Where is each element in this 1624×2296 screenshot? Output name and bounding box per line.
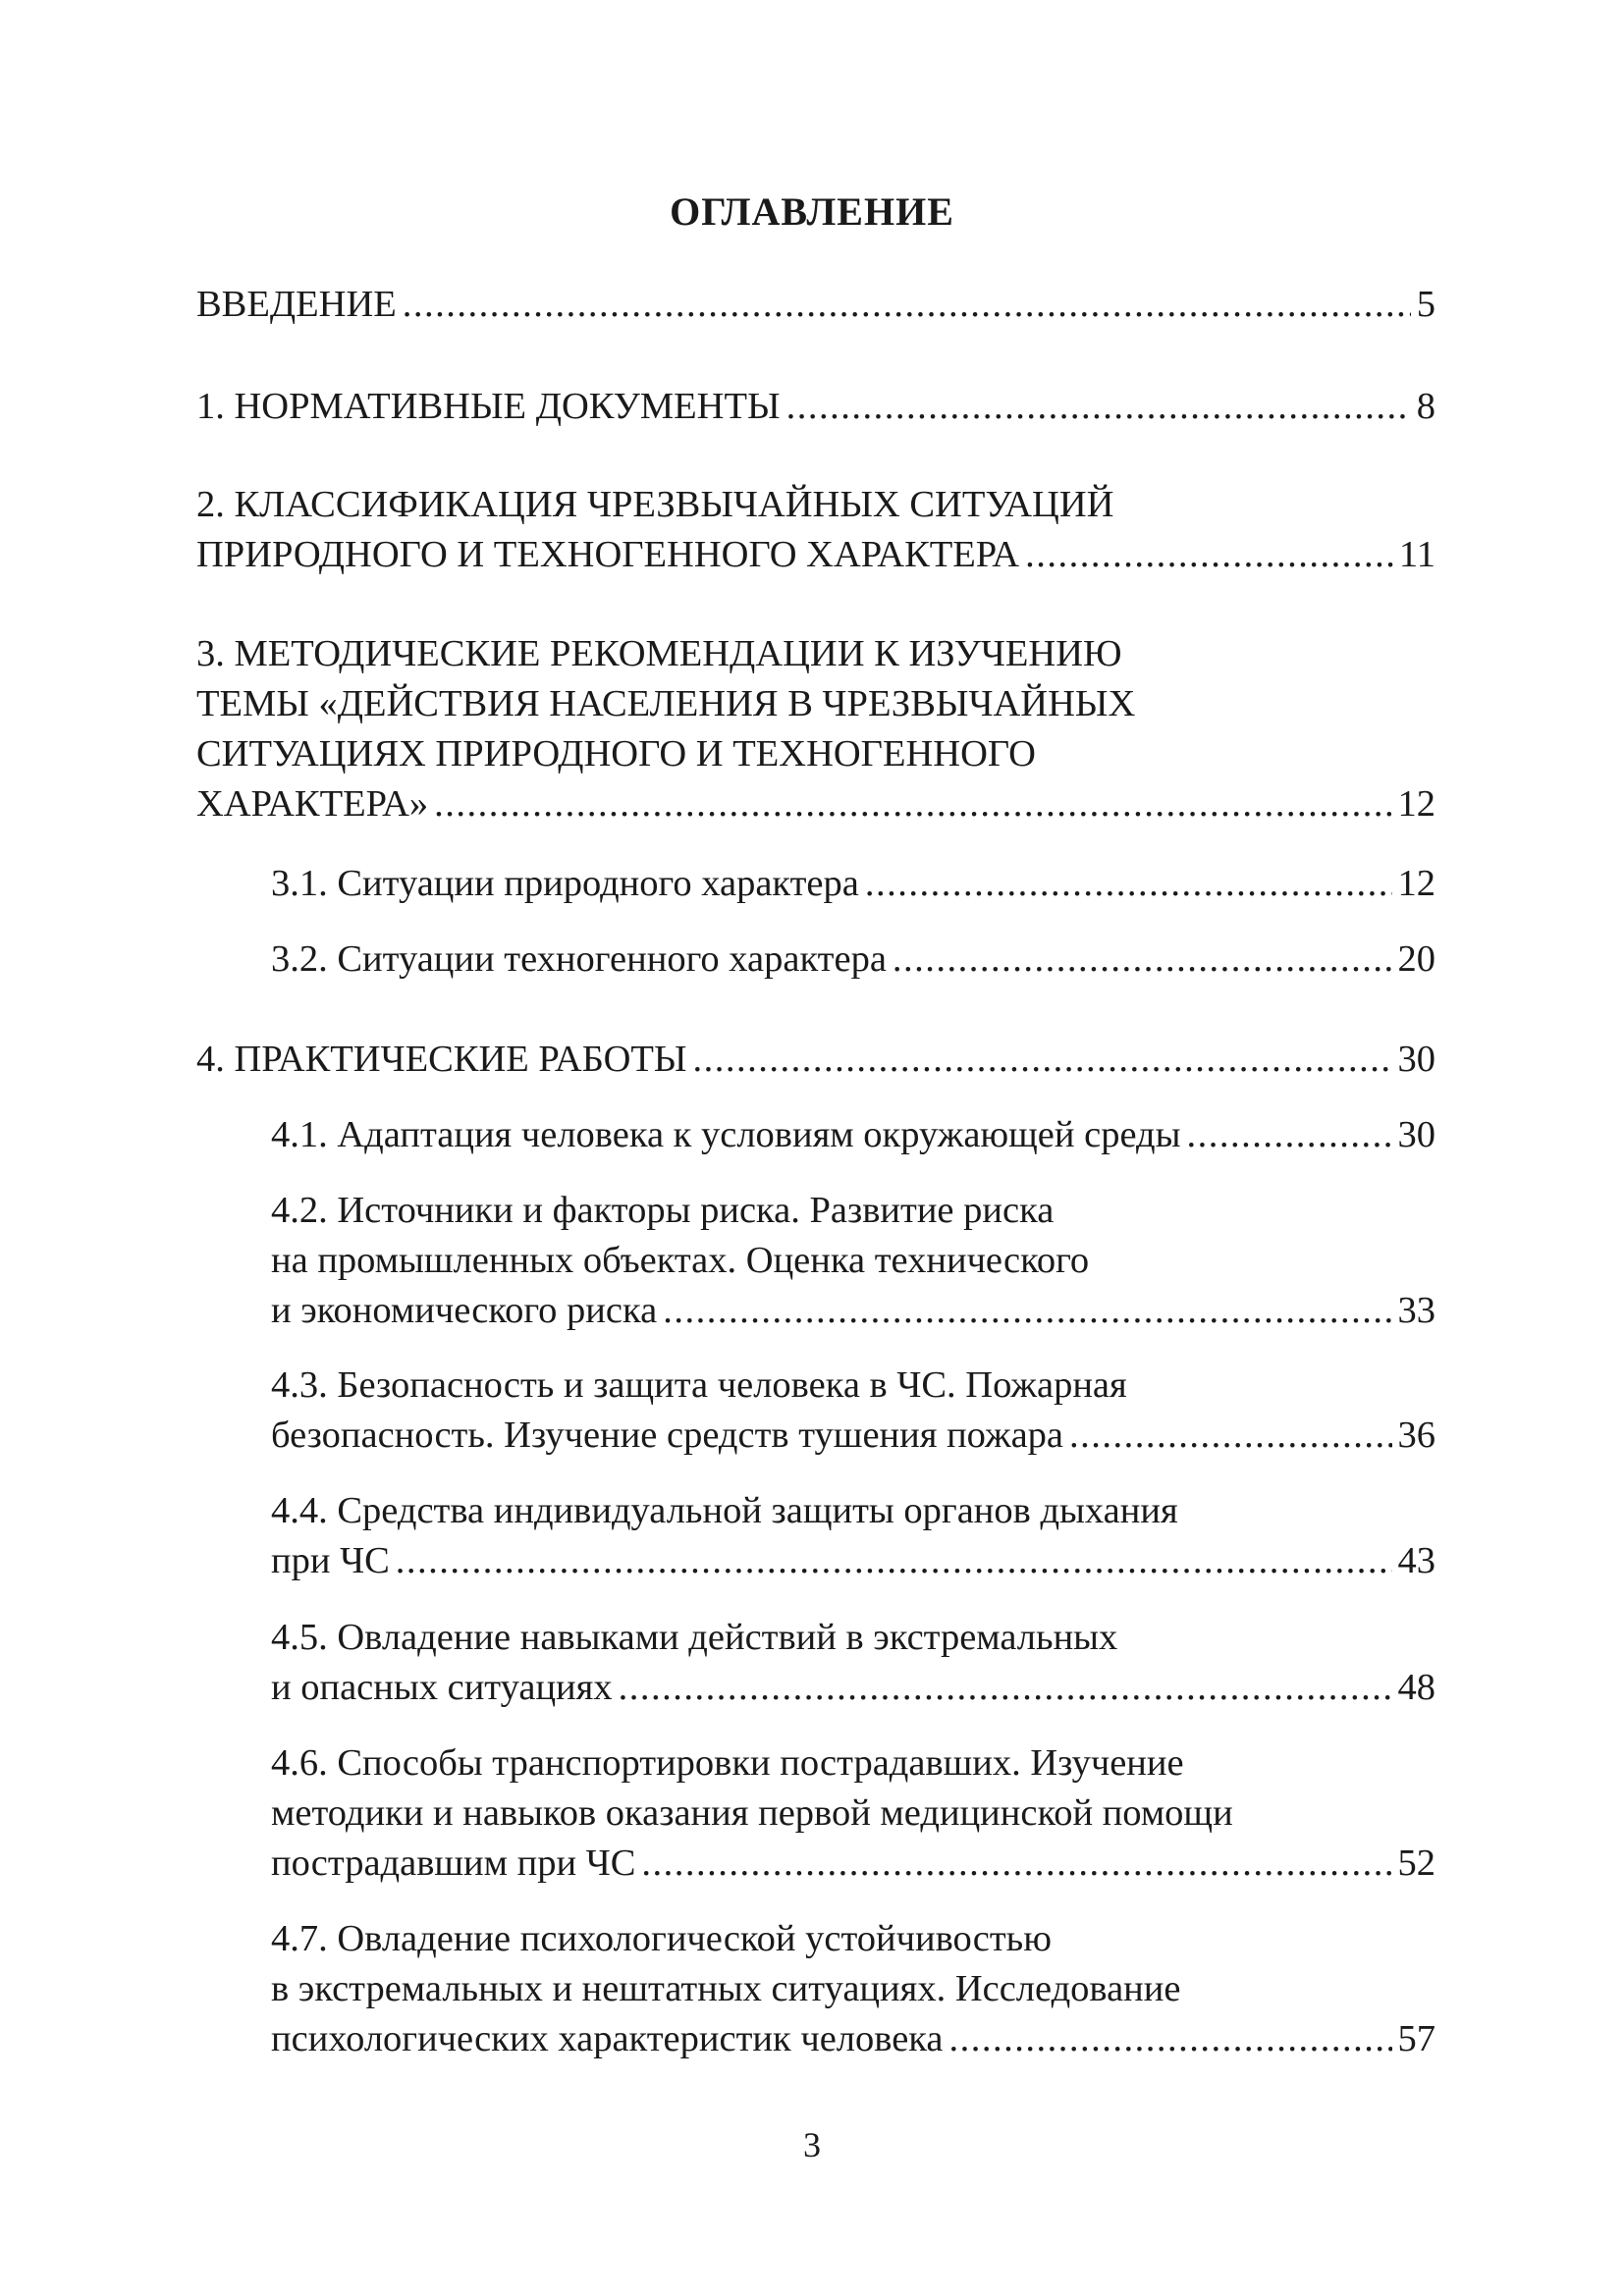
toc-entry-text: безопасность. Изучение средств тушения пожара bbox=[271, 1415, 1063, 1456]
toc-page-number: 11 bbox=[1398, 534, 1435, 575]
toc-entry-text: ВВЕДЕНИЕ bbox=[196, 284, 397, 325]
toc-page-number: 20 bbox=[1397, 938, 1435, 980]
toc-page-number: 5 bbox=[1416, 284, 1435, 325]
page-number: 3 bbox=[803, 2125, 821, 2164]
dot-leader bbox=[1187, 1110, 1392, 1160]
toc-entry-text: пострадавшим при ЧС bbox=[271, 1842, 636, 1884]
toc-entry-text: 4.5. Овладение навыками действий в экстремальных bbox=[271, 1617, 1118, 1658]
dot-leader bbox=[949, 2014, 1392, 2064]
toc-page-number: 48 bbox=[1397, 1667, 1435, 1708]
toc-page-number: 52 bbox=[1397, 1842, 1435, 1884]
toc-entry-introduction[interactable] bbox=[196, 280, 1435, 330]
toc-page-number: 43 bbox=[1397, 1540, 1435, 1581]
toc-entry-text: в экстремальных и нештатных ситуациях. Исследование bbox=[271, 1968, 1181, 2009]
toc-entry-text: 4.2. Источники и факторы риска. Развитие риска bbox=[271, 1190, 1055, 1231]
toc-page-number: 12 bbox=[1397, 863, 1435, 904]
toc-entry-text: 4.1. Адаптация человека к условиям окружающей среды bbox=[271, 1114, 1181, 1155]
toc-page-number: 33 bbox=[1397, 1290, 1435, 1331]
toc-entry-section-2[interactable] bbox=[196, 480, 1435, 580]
toc-entry-text: 4.7. Овладение психологической устойчивостью bbox=[271, 1918, 1052, 1959]
toc-page-number: 30 bbox=[1397, 1039, 1435, 1080]
toc-entry-text: 3.2. Ситуации техногенного характера bbox=[271, 938, 887, 980]
dot-leader bbox=[865, 859, 1392, 909]
toc-entry-text: методики и навыков оказания первой медицинской помощи bbox=[271, 1792, 1233, 1834]
toc-entry-section-4-5[interactable] bbox=[271, 1613, 1435, 1713]
toc-page-number: 36 bbox=[1397, 1415, 1435, 1456]
toc-entry-text: при ЧС bbox=[271, 1540, 390, 1581]
toc-entry-section-3[interactable] bbox=[196, 629, 1435, 829]
toc-entry-text: СИТУАЦИЯХ ПРИРОДНОГО И ТЕХНОГЕННОГО bbox=[196, 733, 1036, 774]
toc-entry-section-4-4[interactable] bbox=[271, 1486, 1435, 1586]
toc-entry-text: 3.1. Ситуации природного характера bbox=[271, 863, 859, 904]
toc-page-number: 8 bbox=[1416, 386, 1435, 427]
toc-entry-text: 4.4. Средства индивидуальной защиты органов дыхания bbox=[271, 1490, 1178, 1531]
toc-entry-text: 4. ПРАКТИЧЕСКИЕ РАБОТЫ bbox=[196, 1039, 687, 1080]
toc-entry-text: и экономического риска bbox=[271, 1290, 658, 1331]
toc-entry-text: 4.6. Способы транспортировки пострадавших. Изучение bbox=[271, 1742, 1184, 1784]
toc-entry-text: 4.3. Безопасность и защита человека в ЧС. Пожарная bbox=[271, 1364, 1127, 1406]
toc-entry-section-4-7[interactable] bbox=[271, 1914, 1435, 2064]
toc-entry-section-4-3[interactable] bbox=[271, 1361, 1435, 1461]
toc-page-number: 12 bbox=[1397, 783, 1435, 825]
dot-leader bbox=[434, 779, 1391, 829]
dot-leader bbox=[403, 280, 1411, 330]
toc-entry-section-4[interactable] bbox=[196, 1035, 1435, 1085]
toc-entry-text: и опасных ситуациях bbox=[271, 1667, 613, 1708]
toc-page-number: 30 bbox=[1397, 1114, 1435, 1155]
toc-entry-text: 3. МЕТОДИЧЕСКИЕ РЕКОМЕНДАЦИИ К ИЗУЧЕНИЮ bbox=[196, 633, 1122, 674]
dot-leader bbox=[663, 1286, 1391, 1336]
dot-leader bbox=[692, 1035, 1391, 1085]
toc-entry-section-3-1[interactable] bbox=[271, 859, 1435, 909]
toc-title: ОГЛАВЛЕНИЕ bbox=[670, 189, 954, 234]
toc-entry-text: ПРИРОДНОГО И ТЕХНОГЕННОГО ХАРАКТЕРА bbox=[196, 534, 1020, 575]
dot-leader bbox=[893, 934, 1392, 985]
toc-entry-text: 1. НОРМАТИВНЫЕ ДОКУМЕНТЫ bbox=[196, 386, 781, 427]
toc-entry-section-4-1[interactable] bbox=[271, 1110, 1435, 1160]
toc-entry-text: на промышленных объектах. Оценка технического bbox=[271, 1240, 1090, 1281]
toc-entry-text: 2. КЛАССИФИКАЦИЯ ЧРЕЗВЫЧАЙНЫХ СИТУАЦИЙ bbox=[196, 484, 1114, 525]
toc-entry-section-4-2[interactable] bbox=[271, 1186, 1435, 1336]
toc-entry-text: ТЕМЫ «ДЕЙСТВИЯ НАСЕЛЕНИЯ В ЧРЕЗВЫЧАЙНЫХ bbox=[196, 683, 1136, 724]
dot-leader bbox=[786, 382, 1411, 432]
toc-page-number: 57 bbox=[1397, 2018, 1435, 2059]
toc-entry-section-3-2[interactable] bbox=[271, 934, 1435, 985]
dot-leader bbox=[641, 1839, 1391, 1889]
dot-leader bbox=[1069, 1411, 1392, 1461]
dot-leader bbox=[1025, 530, 1393, 580]
dot-leader bbox=[396, 1536, 1392, 1586]
dot-leader bbox=[619, 1663, 1392, 1713]
toc-entry-section-4-6[interactable] bbox=[271, 1738, 1435, 1889]
toc-entry-text: психологических характеристик человека bbox=[271, 2018, 944, 2059]
toc-entry-section-1[interactable] bbox=[196, 382, 1435, 432]
toc-entry-text: ХАРАКТЕРА» bbox=[196, 783, 429, 825]
